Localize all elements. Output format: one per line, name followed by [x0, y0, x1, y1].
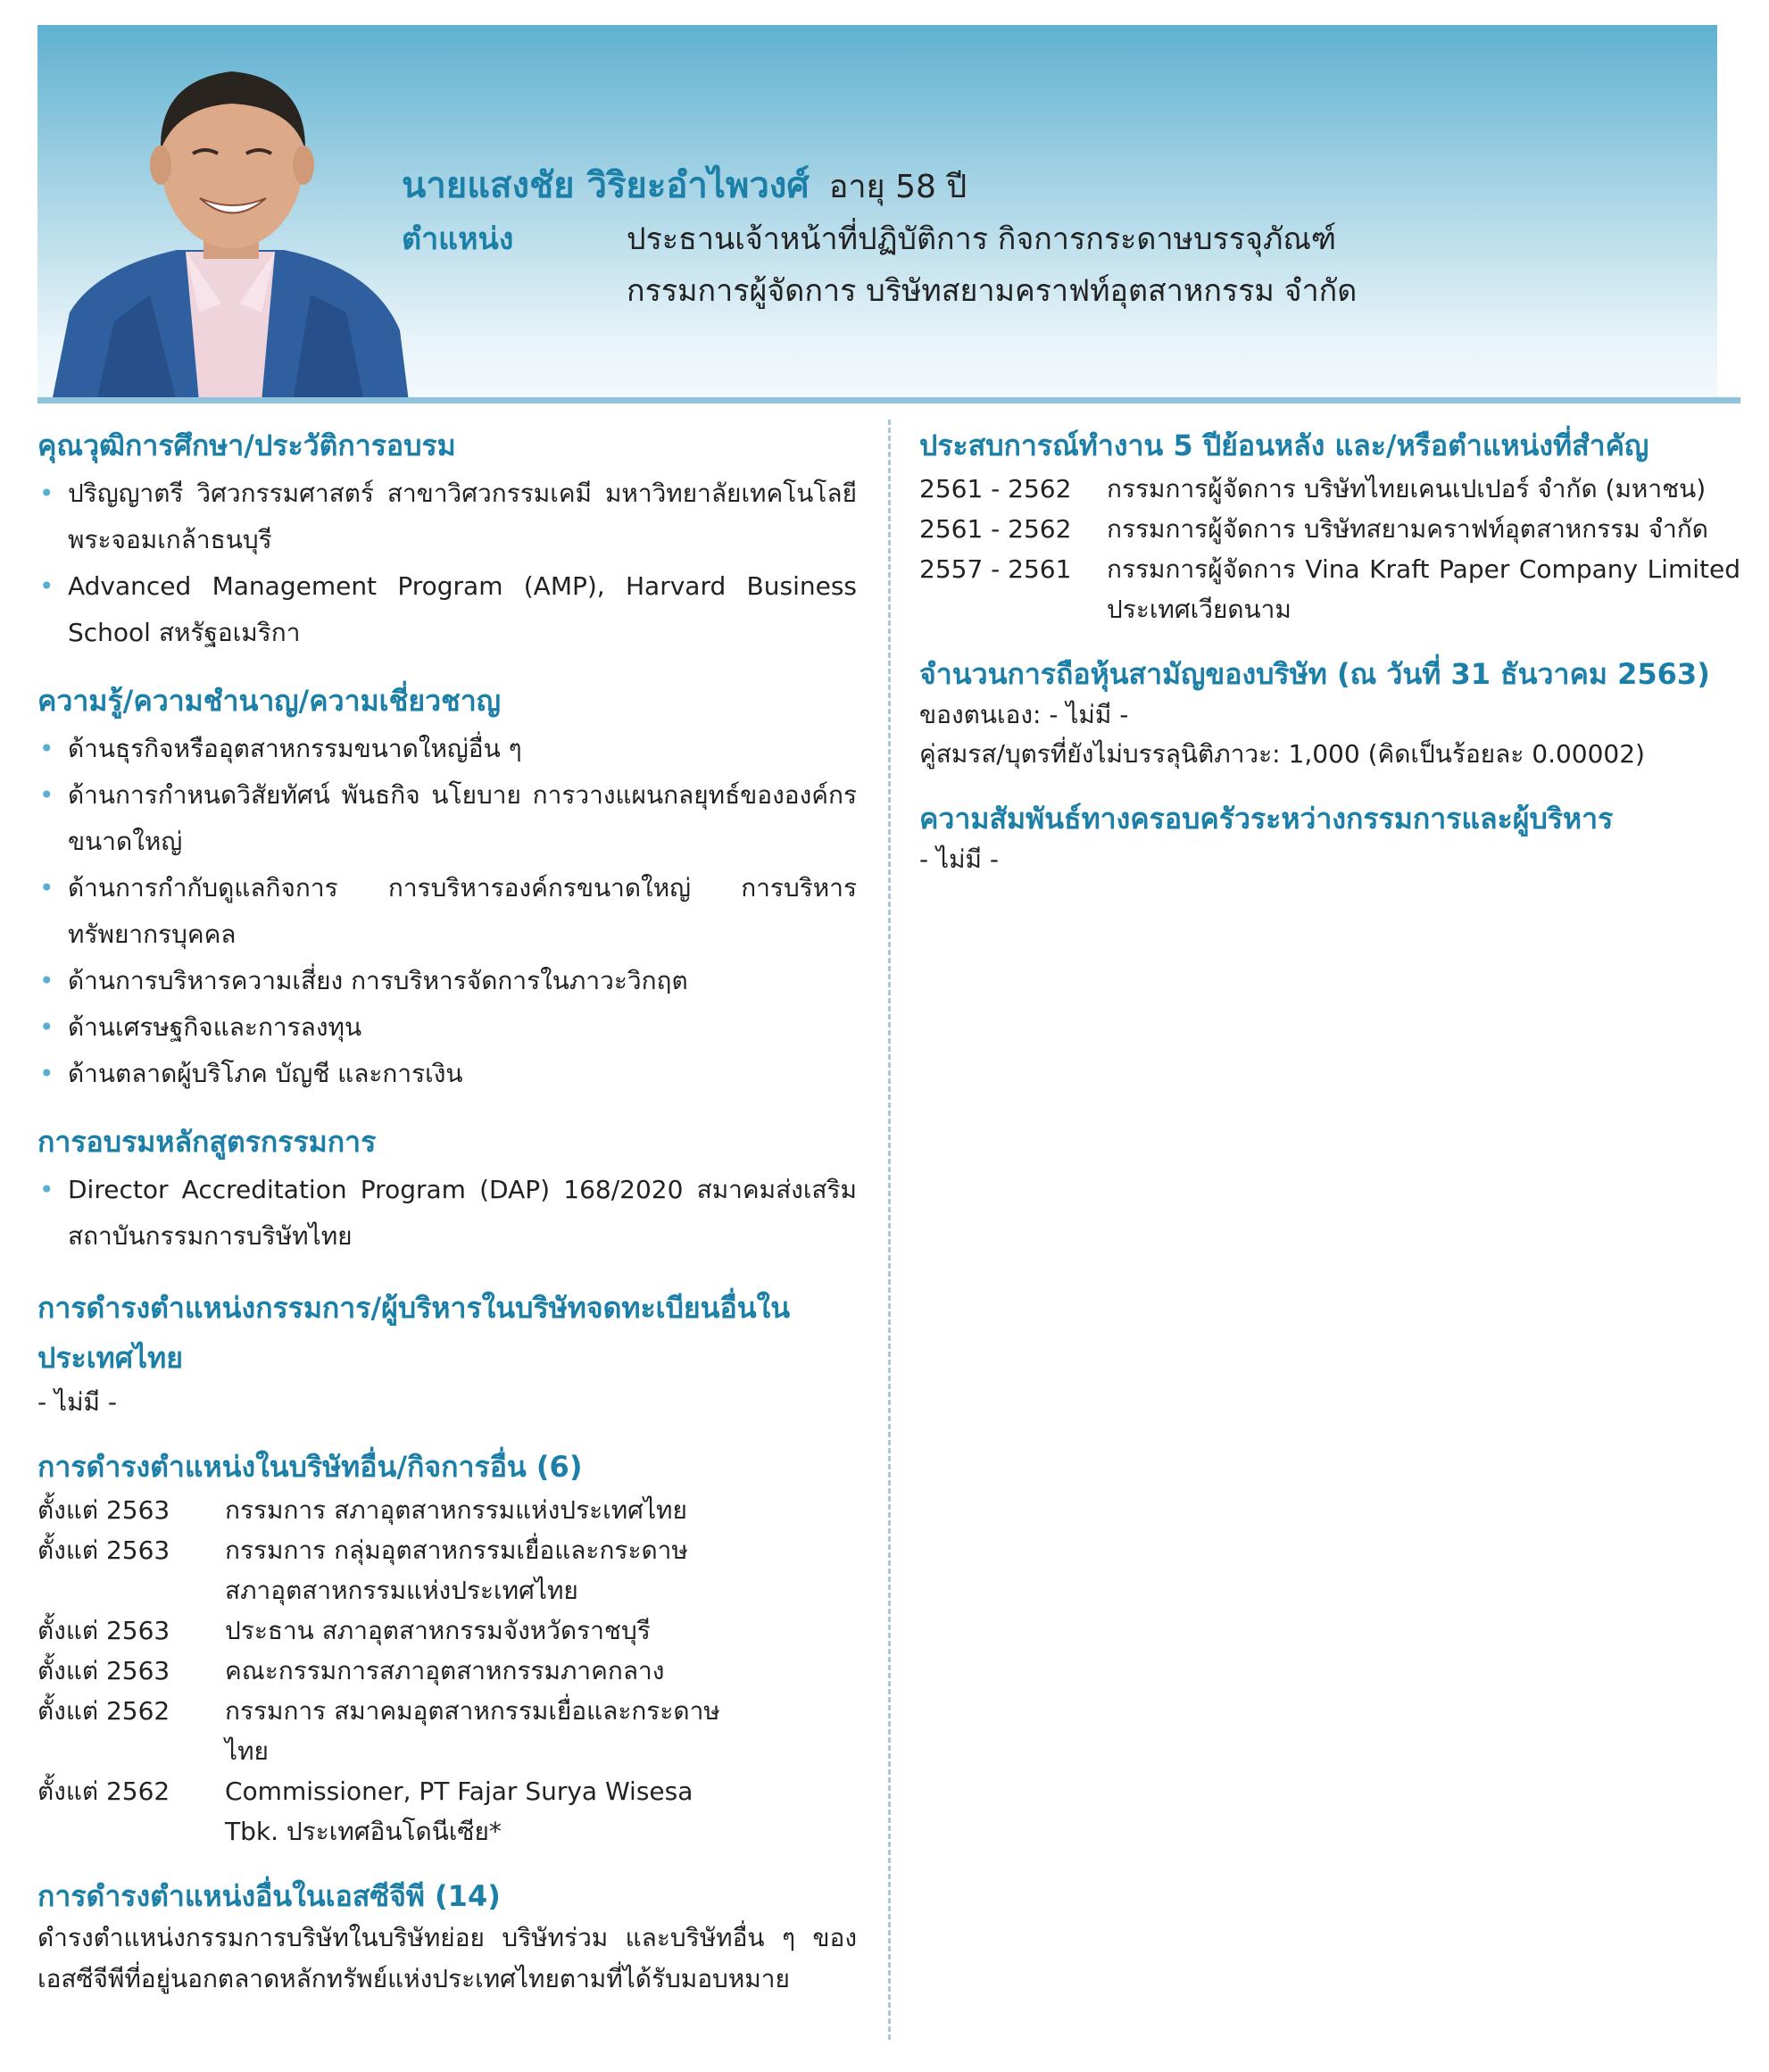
- bullet-icon: •: [39, 571, 54, 601]
- shareholding-spouse: คู่สมรส/บุตรที่ยังไม่บรรลุนิติภาวะ: 1,000 (คิดเป็นร้อยละ 0.00002): [919, 739, 1645, 769]
- position-label: ตำแหน่ง: [402, 221, 514, 257]
- director-training-section: [37, 1120, 857, 1260]
- family-section: [919, 797, 1740, 879]
- list-item: • Advanced Management Program (AMP), Harvard Business School สหรัฐอเมริกา: [37, 563, 857, 656]
- director-training-title: การอบรมหลักสูตรกรรมการ: [37, 1125, 377, 1159]
- position-line-1: ประธานเจ้าหน้าที่ปฏิบัติการ กิจการกระดาษบรรจุภัณฑ์: [627, 221, 1337, 257]
- list-item: • ด้านการบริหารความเสี่ยง การบริหารจัดการในภาวะวิกฤต: [37, 958, 857, 1004]
- expertise-section: [37, 679, 857, 1097]
- table-row: ตั้งแต่ 2562 กรรมการ สมาคมอุตสาหกรรมเยื่อและกระดาษไทย: [37, 1696, 720, 1766]
- scgp-positions-title: การดำรงตำแหน่งอื่นในเอสซีจีพี (14): [37, 1879, 501, 1913]
- education-section: [37, 424, 857, 656]
- table-row: 2561 - 2562 กรรมการผู้จัดการ บริษัทไทยเคนเปเปอร์ จำกัด (มหาชน): [919, 474, 1707, 503]
- listed-positions-title: การดำรงตำแหน่งกรรมการ/ผู้บริหารในบริษัทจดทะเบียนอื่นในประเทศไทย: [37, 1291, 791, 1375]
- bullet-icon: •: [39, 873, 54, 903]
- other-positions-title: การดำรงตำแหน่งในบริษัทอื่น/กิจการอื่น (6): [37, 1450, 583, 1484]
- shareholding-title: จำนวนการถือหุ้นสามัญของบริษัท (ณ วันที่ 31 ธันวาคม 2563): [919, 657, 1710, 691]
- list-item: • ด้านธุรกิจหรืออุตสาหกรรมขนาดใหญ่อื่น ๆ: [37, 726, 857, 772]
- bullet-icon: •: [39, 1059, 54, 1088]
- portrait-photo: [43, 45, 418, 402]
- name-line: [402, 156, 967, 213]
- table-row: ตั้งแต่ 2562 Commissioner, PT Fajar Surya Wisesa Tbk. ประเทศอินโดนีเซีย*: [37, 1777, 693, 1846]
- list-item: • ด้านการกำหนดวิสัยทัศน์ พันธกิจ นโยบาย การวางแผนกลยุทธ์ขององค์กรขนาดใหญ่: [37, 772, 857, 865]
- scgp-positions-text: ดำรงตำแหน่งกรรมการบริษัทในบริษัทย่อย บริษัทร่วม และบริษัทอื่น ๆ ของเอสซีจีพีที่อยู่นอกตลาดหลักทรัพย์แห่งประเทศไทยตามที่ได้รับมอบหมาย: [37, 1923, 857, 1993]
- table-row: ตั้งแต่ 2563 กรรมการ สภาอุตสาหกรรมแห่งประเทศไทย: [37, 1495, 687, 1525]
- bullet-icon: •: [39, 1012, 54, 1042]
- right-column: [919, 424, 1740, 903]
- column-divider: [888, 420, 891, 2040]
- header-rule: [37, 397, 1740, 404]
- table-row: 2557 - 2561 กรรมการผู้จัดการ Vina Kraft Paper Company Limited ประเทศเวียดนาม: [919, 554, 1740, 624]
- bullet-icon: •: [39, 966, 54, 995]
- experience-title: ประสบการณ์ทำงาน 5 ปีย้อนหลัง และ/หรือตำแหน่งที่สำคัญ: [919, 429, 1649, 462]
- bullet-icon: •: [39, 1175, 54, 1204]
- table-row: ตั้งแต่ 2563 คณะกรรมการสภาอุตสาหกรรมภาคกลาง: [37, 1656, 665, 1685]
- experience-table: [919, 469, 1740, 629]
- person-age: อายุ 58 ปี: [828, 169, 968, 205]
- list-item: • ด้านเศรษฐกิจและการลงทุน: [37, 1004, 857, 1051]
- scgp-positions-section: [37, 1875, 857, 2000]
- education-title: คุณวุฒิการศึกษา/ประวัติการอบรม: [37, 429, 456, 462]
- shareholding-section: [919, 653, 1740, 774]
- bullet-icon: •: [39, 478, 54, 508]
- list-item: • Director Accreditation Program (DAP) 168/2020 สมาคมส่งเสริมสถาบันกรรมการบริษัทไทย: [37, 1167, 857, 1260]
- other-positions-section: [37, 1445, 857, 1851]
- list-item: • ด้านตลาดผู้บริโภค บัญชี และการเงิน: [37, 1051, 857, 1097]
- shareholding-own: ของตนเอง: - ไม่มี -: [919, 700, 1129, 729]
- bullet-icon: •: [39, 734, 54, 763]
- list-item: • ด้านการกำกับดูแลกิจการ การบริหารองค์กรขนาดใหญ่ การบริหารทรัพยากรบุคคล: [37, 865, 857, 958]
- table-row: 2561 - 2562 กรรมการผู้จัดการ บริษัทสยามคราฟท์อุตสาหกรรม จำกัด: [919, 514, 1708, 544]
- table-row: ตั้งแต่ 2563 ประธาน สภาอุตสาหกรรมจังหวัดราชบุรี: [37, 1616, 651, 1645]
- family-title: ความสัมพันธ์ทางครอบครัวระหว่างกรรมการและผู้บริหาร: [919, 802, 1614, 836]
- listed-positions-value: - ไม่มี -: [37, 1387, 118, 1417]
- table-row: ตั้งแต่ 2563 กรรมการ กลุ่มอุตสาหกรรมเยื่อและกระดาษ สภาอุตสาหกรรมแห่งประเทศไทย: [37, 1535, 688, 1605]
- bullet-icon: •: [39, 780, 54, 810]
- left-column: [37, 424, 857, 2023]
- person-name: นายแสงชัย วิริยะอำไพวงศ์: [402, 165, 810, 206]
- other-positions-table: [37, 1490, 725, 1851]
- position-line-2: กรรมการผู้จัดการ บริษัทสยามคราฟท์อุตสาหกรรม จำกัด: [627, 273, 1358, 309]
- listed-positions-section: [37, 1283, 857, 1422]
- experience-section: [919, 424, 1740, 629]
- list-item: • ปริญญาตรี วิศวกรรมศาสตร์ สาขาวิศวกรรมเคมี มหาวิทยาลัยเทคโนโลยีพระจอมเกล้าธนบุรี: [37, 470, 857, 563]
- expertise-title: ความรู้/ความชำนาญ/ความเชี่ยวชาญ: [37, 684, 501, 718]
- family-value: - ไม่มี -: [919, 845, 1000, 874]
